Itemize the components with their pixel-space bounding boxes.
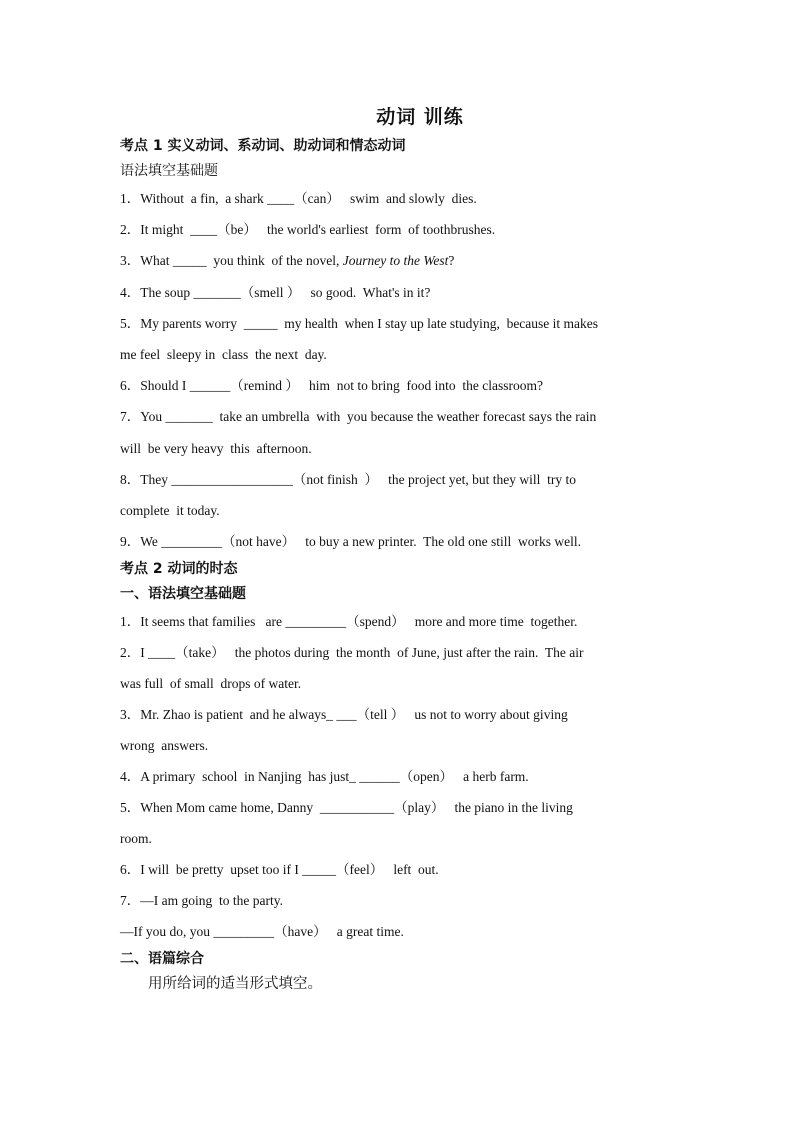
question-line: room. <box>120 831 152 847</box>
question-line: 8．They __________________（not finish ） the project yet, but they will try to <box>120 471 576 487</box>
question-line: will be very heavy this afternoon. <box>120 440 312 456</box>
section-1-heading: 考点 1 实义动词、系动词、助动词和情态动词 <box>120 138 406 154</box>
question-line: 7．You _______ take an umbrella with you because the weather forecast says the rain <box>120 409 597 425</box>
question-line: 3．What _____ you think of the novel, Journey to the West? <box>120 253 455 269</box>
book-title: Journey to the West <box>342 253 449 269</box>
question-line: 9．We _________（not have） to buy a new printer. The old one still works well. <box>120 534 581 550</box>
section-1-subheading: 语法填空基础题 <box>120 163 218 179</box>
section-2-heading: 考点 2 动词的时态 <box>120 561 238 578</box>
question-line: was full of small drops of water. <box>120 676 302 692</box>
question-line: 1．It seems that families are _________（spend） more and more time together. <box>120 614 578 630</box>
question-line: 4．The soup _______（smell ） so good. What's in it? <box>120 284 431 300</box>
question-line: —If you do, you _________（have） a great time. <box>120 924 404 940</box>
question-line: 2．I ____（take） the photos during the month of June, just after the rain. The air <box>120 645 584 661</box>
section-2-part-2-heading: 二、语篇综合 <box>120 951 204 968</box>
document-page <box>120 100 680 997</box>
question-line: 6．Should I ______（remind ） him not to bring food into the classroom? <box>120 378 543 394</box>
document-title: 动词 训练 <box>376 106 464 128</box>
question-line: complete it today. <box>120 502 220 518</box>
question-line: 6．I will be pretty upset too if I _____（feel） left out. <box>120 862 439 878</box>
question-line: me feel sleepy in class the next day. <box>120 346 327 362</box>
question-line: 5．When Mom came home, Danny ___________（play） the piano in the living <box>120 800 573 816</box>
question-line: wrong answers. <box>120 738 209 754</box>
instruction-text: 用所给词的适当形式填空。 <box>148 976 322 993</box>
question-line: 2．It might ____（be） the world's earliest form of toothbrushes. <box>120 222 496 238</box>
question-line: 4．A primary school in Nanjing has just_ ______（open） a herb farm. <box>120 769 529 785</box>
section-2-part-1-heading: 一、语法填空基础题 <box>120 586 246 603</box>
question-line: 5．My parents worry _____ my health when I stay up late studying, because it makes <box>120 315 599 331</box>
question-line: 7．—I am going to the party. <box>120 893 283 909</box>
question-line: 1．Without a fin, a shark ____（can） swim and slowly dies. <box>120 191 477 206</box>
question-line: 3．Mr. Zhao is patient and he always_ ___（tell ） us not to worry about giving <box>120 707 568 723</box>
